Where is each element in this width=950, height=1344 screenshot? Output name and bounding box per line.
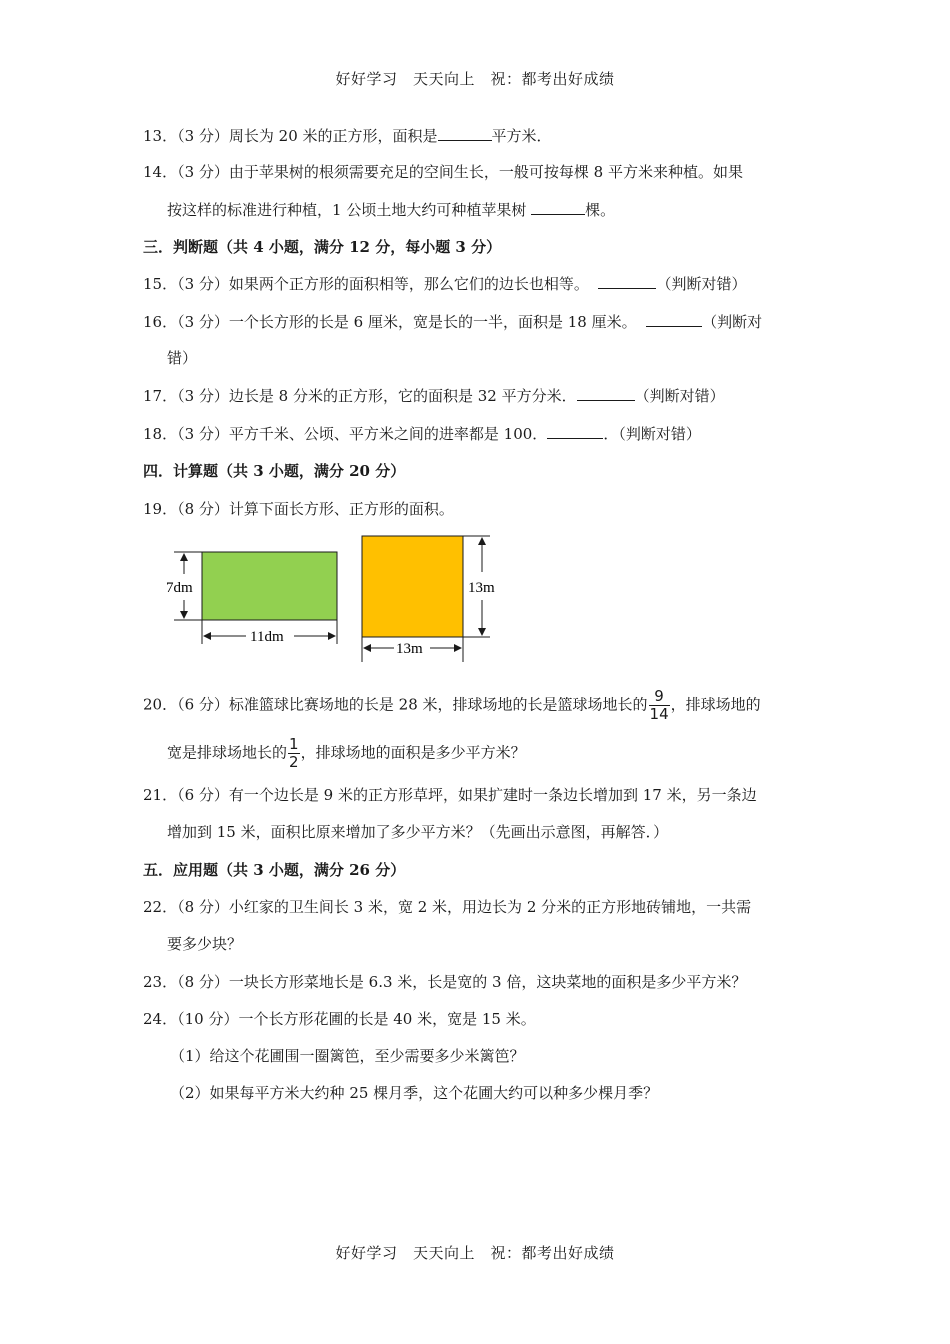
question-14-line1: 14．（3 分）由于苹果树的根须需要充足的空间生长，一般可按每棵 8 平方米来种植。如果 — [143, 163, 743, 181]
answer-blank[interactable] — [577, 386, 635, 401]
fraction-1-2: $\frac{1}{2}$ — [289, 735, 299, 771]
question-24-sub2: （2）如果每平方米大约种 25 棵月季，这个花圃大约可以种多少棵月季？ — [170, 1084, 659, 1102]
section-4-title: 四．计算题（共 3 小题，满分 20 分） — [143, 462, 406, 480]
question-20-line1: 20．（6 分）标准篮球比赛场地的长是 28 米，排球场地的长是篮球场地长的 $\frac{9}{14}$ ，排球场地的 — [143, 687, 761, 723]
rect-height-label: 7dm — [166, 580, 193, 596]
question-14-line2: 按这样的标准进行种植，1 公顷土地大约可种植苹果树 棵。 — [167, 201, 616, 219]
area-figure — [160, 528, 510, 666]
answer-blank[interactable] — [547, 424, 603, 439]
square-width-label: 13m — [396, 641, 423, 657]
question-18: 18．（3 分）平方千米、公顷、平方米之间的进率都是 100． ．（判断对错） — [143, 425, 701, 443]
section-5-title: 五．应用题（共 3 小题，满分 26 分） — [143, 861, 406, 879]
fraction-9-14: $\frac{9}{14}$ — [649, 687, 669, 723]
question-19: 19．（8 分）计算下面长方形、正方形的面积。 — [143, 500, 454, 518]
question-15: 15．（3 分）如果两个正方形的面积相等，那么它们的边长也相等。 （判断对错） — [143, 275, 747, 293]
question-24: 24．（10 分）一个长方形花圃的长是 40 米，宽是 15 米。 — [143, 1010, 536, 1028]
answer-blank[interactable] — [646, 312, 702, 327]
question-13: 13．（3 分）周长为 20 米的正方形，面积是 平方米． — [143, 127, 552, 145]
question-16-line1: 16．（3 分）一个长方形的长是 6 厘米，宽是长的一半，面积是 18 厘米。 （判断对 — [143, 313, 763, 331]
section-3-title: 三．判断题（共 4 小题，满分 12 分，每小题 3 分） — [143, 238, 502, 256]
question-21-line2: 增加到 15 米，面积比原来增加了多少平方米？（先画出示意图，再解答．） — [167, 823, 669, 841]
answer-blank[interactable] — [438, 126, 492, 141]
square-height-label: 13m — [468, 580, 495, 596]
question-16-line2: 错） — [167, 349, 198, 367]
question-22-line2: 要多少块？ — [167, 935, 243, 953]
page-footer: 好好学习 天天向上 祝：都考出好成绩 — [335, 1244, 615, 1262]
page-header: 好好学习 天天向上 祝：都考出好成绩 — [335, 70, 615, 88]
green-rectangle — [202, 552, 337, 620]
question-21-line1: 21．（6 分）有一个边长是 9 米的正方形草坪，如果扩建时一条边长增加到 17 米，另一条边 — [143, 786, 757, 804]
question-17: 17．（3 分）边长是 8 分米的正方形，它的面积是 32 平方分米． （判断对错） — [143, 387, 725, 405]
answer-blank[interactable] — [598, 274, 656, 289]
question-24-sub1: （1）给这个花圃围一圈篱笆，至少需要多少米篱笆？ — [170, 1047, 525, 1065]
question-23: 23．（8 分）一块长方形菜地长是 6.3 米，长是宽的 3 倍，这块菜地的面积是多少平方米？ — [143, 973, 747, 991]
question-22-line1: 22．（8 分）小红家的卫生间长 3 米，宽 2 米，用边长为 2 分米的正方形地砖铺地，一共需 — [143, 898, 752, 916]
rect-width-label: 11dm — [250, 629, 284, 645]
question-20-line2: 宽是排球场地长的 $\frac{1}{2}$ ，排球场地的面积是多少平方米？ — [167, 735, 526, 771]
answer-blank[interactable] — [531, 200, 585, 215]
orange-square — [362, 536, 463, 637]
